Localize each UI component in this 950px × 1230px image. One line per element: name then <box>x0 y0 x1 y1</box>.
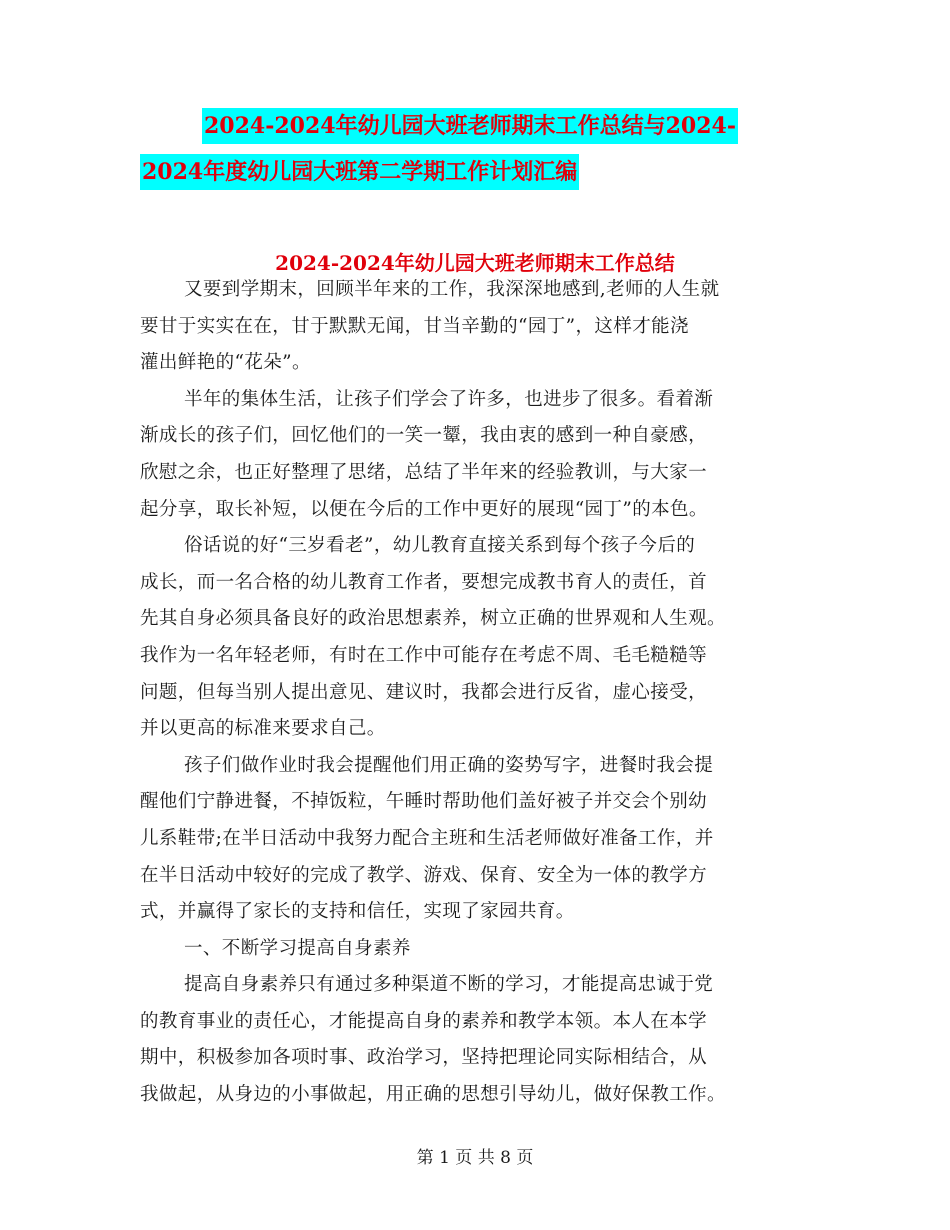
text-line: 的教育事业的责任心，才能提高自身的素养和教学本领。本人在本学 <box>140 1010 708 1032</box>
text-line: 要甘于实实在在，甘于默默无闻，甘当辛勤的“园丁”，这样才能浇 <box>140 315 689 337</box>
text-line: 灌出鲜艳的“花朵”。 <box>140 352 311 374</box>
text-line: 又要到学期末，回顾半年来的工作，我深深地感到,老师的人生就 <box>184 279 720 300</box>
text-line: 我作为一名年轻老师，有时在工作中可能存在考虑不周、毛毛糙糙等 <box>140 644 708 666</box>
text-line: 俗话说的好“三岁看老”，幼儿教育直接关系到每个孩子今后的 <box>184 535 696 557</box>
text-line: 提高自身素养只有通过多种渠道不断的学习，才能提高忠诚于党 <box>184 974 714 996</box>
text-line: 儿系鞋带;在半日活动中我努力配合主班和生活老师做好准备工作，并 <box>140 827 714 849</box>
text-line: 式，并赢得了家长的支持和信任，实现了家园共育。 <box>140 901 575 923</box>
text-line: 成长，而一名合格的幼儿教育工作者，要想完成教书育人的责任，首 <box>140 571 708 593</box>
document-title <box>140 108 820 190</box>
text-line: 渐成长的孩子们，回忆他们的一笑一颦，我由衷的感到一种自豪感， <box>140 425 708 447</box>
title-line-1: 2024-2024年幼儿园大班老师期末工作总结与2024- <box>202 108 738 144</box>
text-line: 并以更高的标准来要求自己。 <box>140 718 386 740</box>
section-heading: 一、不断学习提高自身素养 <box>184 937 411 959</box>
text-line: 问题，但每当别人提出意见、建议时，我都会进行反省，虚心接受， <box>140 681 708 703</box>
body-text <box>140 272 810 1114</box>
text-line: 先其自身必须具备良好的政治思想素养，树立正确的世界观和人生观。 <box>140 608 726 630</box>
text-line: 半年的集体生活，让孩子们学会了许多，也进步了很多。看着渐 <box>184 388 714 410</box>
text-line: 期中，积极参加各项时事、政治学习，坚持把理论同实际相结合，从 <box>140 1047 708 1069</box>
text-line: 在半日活动中较好的完成了教学、游戏、保育、安全为一体的教学方 <box>140 864 708 886</box>
text-line: 醒他们宁静进餐，不掉饭粒，午睡时帮助他们盖好被子并交会个别幼 <box>140 791 708 813</box>
page-footer: 第 1 页 共 8 页 <box>416 1148 534 1168</box>
text-line: 我做起，从身边的小事做起，用正确的思想引导幼儿，做好保教工作。 <box>140 1084 726 1106</box>
text-line: 欣慰之余，也正好整理了思绪，总结了半年来的经验教训，与大家一 <box>140 461 708 483</box>
text-line: 孩子们做作业时我会提醒他们用正确的姿势写字，进餐时我会提 <box>184 754 714 776</box>
title-line-2: 2024年度幼儿园大班第二学期工作计划汇编 <box>140 154 579 190</box>
section-title: 2024-2024年幼儿园大班老师期末工作总结 <box>275 251 675 275</box>
text-line: 起分享，取长补短，以便在今后的工作中更好的展现“园丁”的本色。 <box>140 498 708 520</box>
